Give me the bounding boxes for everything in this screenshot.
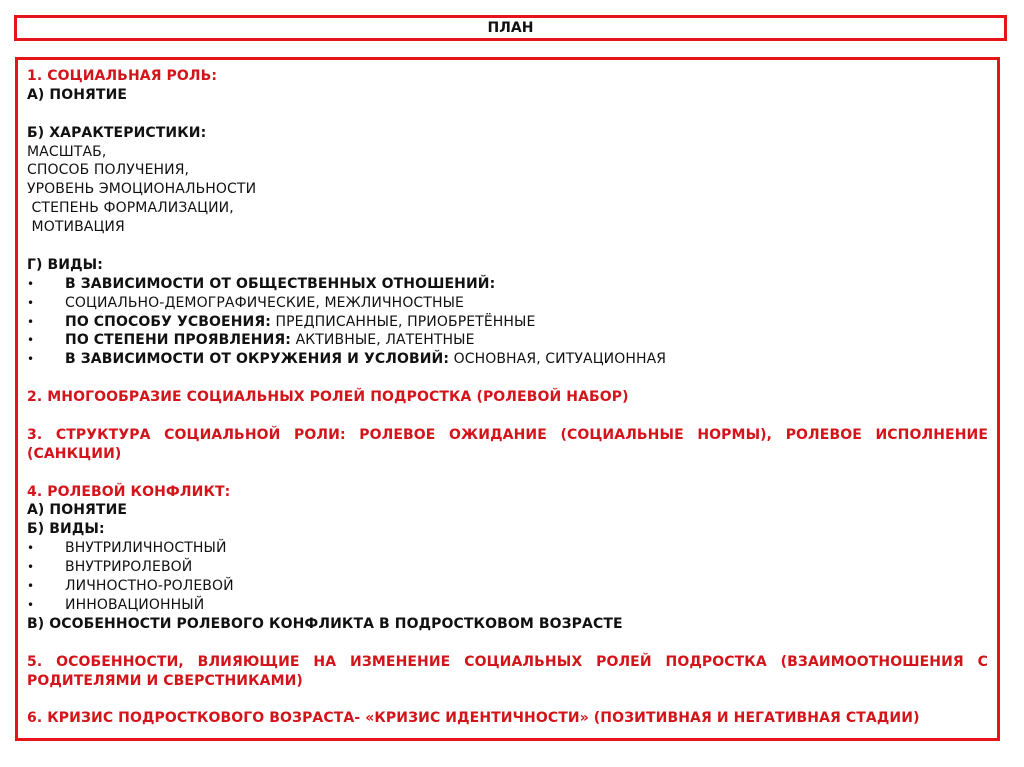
section-3-heading-line-1: 3. СТРУКТУРА СОЦИАЛЬНОЙ РОЛИ: РОЛЕВОЕ ОЖИДАНИЕ (СОЦИАЛЬНЫЕ НОРМЫ), РОЛЕВОЕ ИСПОЛНЕНИЕ — [27, 426, 988, 443]
section-2-heading: 2. МНОГООБРАЗИЕ СОЦИАЛЬНЫХ РОЛЕЙ ПОДРОСТКА (РОЛЕВОЙ НАБОР) — [27, 389, 629, 406]
section-4-types: Б) ВИДЫ: — [27, 521, 105, 538]
list-item: • ПО СПОСОБУ УСВОЕНИЯ: ПРЕДПИСАННЫЕ, ПРИОБРЕТЁННЫЕ — [27, 313, 536, 330]
section-5-heading-line-1: 5. ОСОБЕННОСТИ, ВЛИЯЮЩИЕ НА ИЗМЕНЕНИЕ СОЦИАЛЬНЫХ РОЛЕЙ ПОДРОСТКА (ВЗАИМООТНОШЕНИЯ С — [27, 653, 988, 670]
list-item: • ВНУТРИЛИЧНОСТНЫЙ — [27, 540, 227, 557]
section-1-concept: А) ПОНЯТИЕ — [27, 86, 128, 103]
list-item: • В ЗАВИСИМОСТИ ОТ ОБЩЕСТВЕННЫХ ОТНОШЕНИЙ: — [27, 275, 496, 292]
section-4-heading: 4. РОЛЕВОЙ КОНФЛИКТ: — [27, 483, 231, 500]
bullet-icon: • — [27, 352, 35, 367]
bullet-icon: • — [27, 541, 35, 556]
characteristic-item: МОТИВАЦИЯ — [27, 219, 125, 236]
bullet-icon: • — [27, 276, 35, 291]
list-item: • В ЗАВИСИМОСТИ ОТ ОКРУЖЕНИЯ И УСЛОВИЙ: ОСНОВНАЯ, СИТУАЦИОННАЯ — [27, 351, 667, 368]
bullet-icon: • — [27, 314, 35, 329]
section-3-heading-line-2: (САНКЦИИ) — [27, 445, 122, 462]
section-5-heading-line-2: РОДИТЕЛЯМИ И СВЕРСТНИКАМИ) — [27, 672, 303, 689]
bullet-icon: • — [27, 560, 35, 575]
section-6-heading: 6. КРИЗИС ПОДРОСТКОВОГО ВОЗРАСТА- «КРИЗИС ИДЕНТИЧНОСТИ» (ПОЗИТИВНАЯ И НЕГАТИВНАЯ СТАДИИ) — [27, 710, 920, 727]
characteristic-item: МАСШТАБ, — [27, 143, 107, 160]
list-item: • ПО СТЕПЕНИ ПРОЯВЛЕНИЯ: АКТИВНЫЕ, ЛАТЕНТНЫЕ — [27, 332, 475, 349]
section-4-features: В) ОСОБЕННОСТИ РОЛЕВОГО КОНФЛИКТА В ПОДРОСТКОВОМ ВОЗРАСТЕ — [27, 615, 623, 632]
section-4-concept: А) ПОНЯТИЕ — [27, 502, 128, 519]
characteristic-item: СТЕПЕНЬ ФОРМАЛИЗАЦИИ, — [27, 200, 234, 217]
characteristic-item: УРОВЕНЬ ЭМОЦИОНАЛЬНОСТИ — [27, 181, 257, 198]
list-item: • ИННОВАЦИОННЫЙ — [27, 596, 205, 613]
list-item: • СОЦИАЛЬНО-ДЕМОГРАФИЧЕСКИЕ, МЕЖЛИЧНОСТНЫЕ — [27, 294, 464, 311]
bullet-icon: • — [27, 579, 35, 594]
title-box — [14, 15, 1007, 41]
characteristic-item: СПОСОБ ПОЛУЧЕНИЯ, — [27, 162, 190, 179]
plan-box — [15, 57, 1000, 741]
bullet-icon: • — [27, 333, 35, 348]
list-item: • ЛИЧНОСТНО-РОЛЕВОЙ — [27, 578, 234, 595]
section-1-types: Г) ВИДЫ: — [27, 256, 103, 273]
section-1-heading: 1. СОЦИАЛЬНАЯ РОЛЬ: — [27, 68, 218, 84]
section-1-characteristics: Б) ХАРАКТЕРИСТИКИ: — [27, 124, 207, 141]
list-item: • ВНУТРИРОЛЕВОЙ — [27, 559, 193, 576]
bullet-icon: • — [27, 597, 35, 612]
bullet-icon: • — [27, 295, 35, 310]
page-title: ПЛАН — [487, 20, 534, 36]
